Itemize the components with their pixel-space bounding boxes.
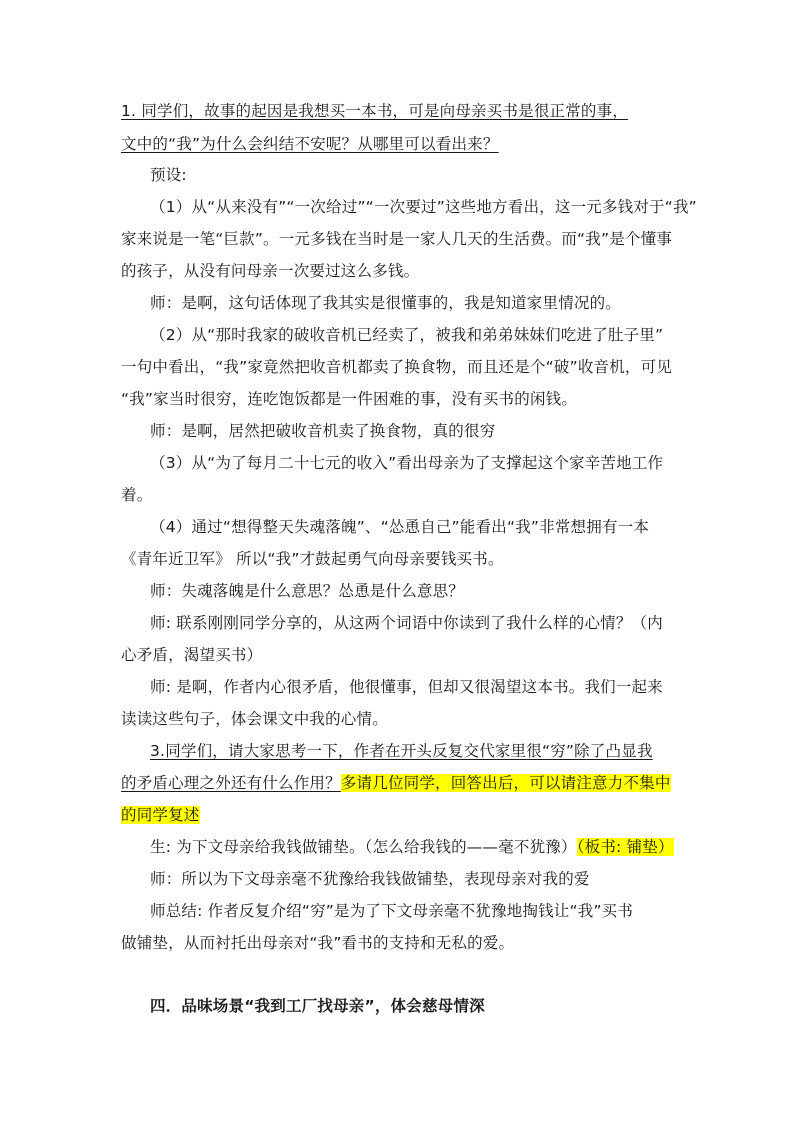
- question-3-teacher-note: 多请几位同学，回答出后，可以请注意力不集中: [340, 774, 671, 792]
- question-3-line-2: [121, 772, 681, 794]
- answer-3-line-1: （3）从“为了每月二十七元的收入”看出母亲为了支撑起这个家辛苦地工作: [150, 454, 664, 472]
- teacher-remark-4-line-2: 心矛盾，渴望买书）: [121, 646, 263, 664]
- teacher-remark-5-line-2: 读读这些句子，体会课文中我的心情。: [121, 710, 388, 728]
- teacher-remark-5-line-1: 师: 是啊，作者内心很矛盾，他很懂事，但却又很渴望这本书。我们一起来: [150, 678, 663, 696]
- question-3-teacher-note-cont: 的同学复述: [121, 806, 200, 824]
- teacher-remark-2: 师：是啊，居然把破收音机卖了换食物，真的很穷: [150, 422, 496, 440]
- student-answer-text: 生: 为下文母亲给我钱做铺垫。（怎么给我钱的——毫不犹豫）: [150, 838, 577, 856]
- question-3-line-1: 3.同学们，请大家思考一下，作者在开头反复交代家里很“穷”除了凸显我: [150, 742, 653, 760]
- student-answer: [150, 836, 710, 858]
- question-3-line-2-underlined: 的矛盾心理之外还有什么作用？: [121, 774, 341, 792]
- answer-1-line-2: 家来说是一笔“巨款”。一元多钱在当时是一家人几天的生活费。而“我”是个懂事: [121, 230, 673, 248]
- teacher-remark-4-line-1: 师: 联系刚刚同学分享的，从这两个词语中你读到了我什么样的心情？（内: [150, 614, 663, 632]
- question-1-line-2: 文中的“我”为什么会纠结不安呢？从哪里可以看出来？: [121, 135, 499, 153]
- answer-1-line-3: 的孩子，从没有问母亲一次要过这么多钱。: [121, 262, 420, 280]
- section-4-heading: 四．品味场景“我到工厂找母亲”，体会慈母情深: [150, 997, 485, 1015]
- answer-4-line-2: 《青年近卫军》 所以“我”才鼓起勇气向母亲要钱买书。: [121, 550, 504, 568]
- answer-2-line-1: （2）从“那时我家的破收音机已经卖了，被我和弟弟妹妹们吃进了肚子里”: [150, 326, 664, 344]
- teacher-question-3: 师：失魂落魄是什么意思？怂恿是什么意思？: [150, 582, 465, 600]
- teacher-remark-6: 师：所以为下文母亲毫不犹豫给我钱做铺垫，表现母亲对我的爱: [150, 870, 590, 888]
- teacher-summary-line-2: 做铺垫，从而衬托出母亲对“我”看书的支持和无私的爱。: [121, 934, 515, 952]
- answer-2-line-2: 一句中看出，“我”家竟然把收音机都卖了换食物，而且还是个“破”收音机，可见: [121, 358, 673, 376]
- teacher-remark-1: 师：是啊，这句话体现了我其实是很懂事的，我是知道家里情况的。: [150, 294, 622, 312]
- teacher-summary-line-1: 师总结: 作者反复介绍“穷”是为了下文母亲毫不犹豫地掏钱让“我”买书: [150, 902, 634, 920]
- answer-1-line-1: （1）从“从来没有”“一次给过”“一次要过”这些地方看出，这一元多钱对于“我”: [150, 198, 697, 216]
- question-1-line-1: 1. 同学们，故事的起因是我想买一本书，可是向母亲买书是很正常的事，: [121, 102, 629, 120]
- preset-label: 预设:: [150, 166, 187, 184]
- answer-2-line-3: “我”家当时很穷，连吃饱饭都是一件困难的事，没有买书的闲钱。: [121, 390, 578, 408]
- answer-3-line-2: 着。: [121, 486, 153, 504]
- question-3-line-3: [121, 804, 681, 826]
- answer-4-line-1: （4）通过“想得整天失魂落魄”、“怂恿自己”能看出“我”非常想拥有一本: [150, 518, 650, 536]
- board-note: （板书: 铺垫）: [576, 838, 674, 856]
